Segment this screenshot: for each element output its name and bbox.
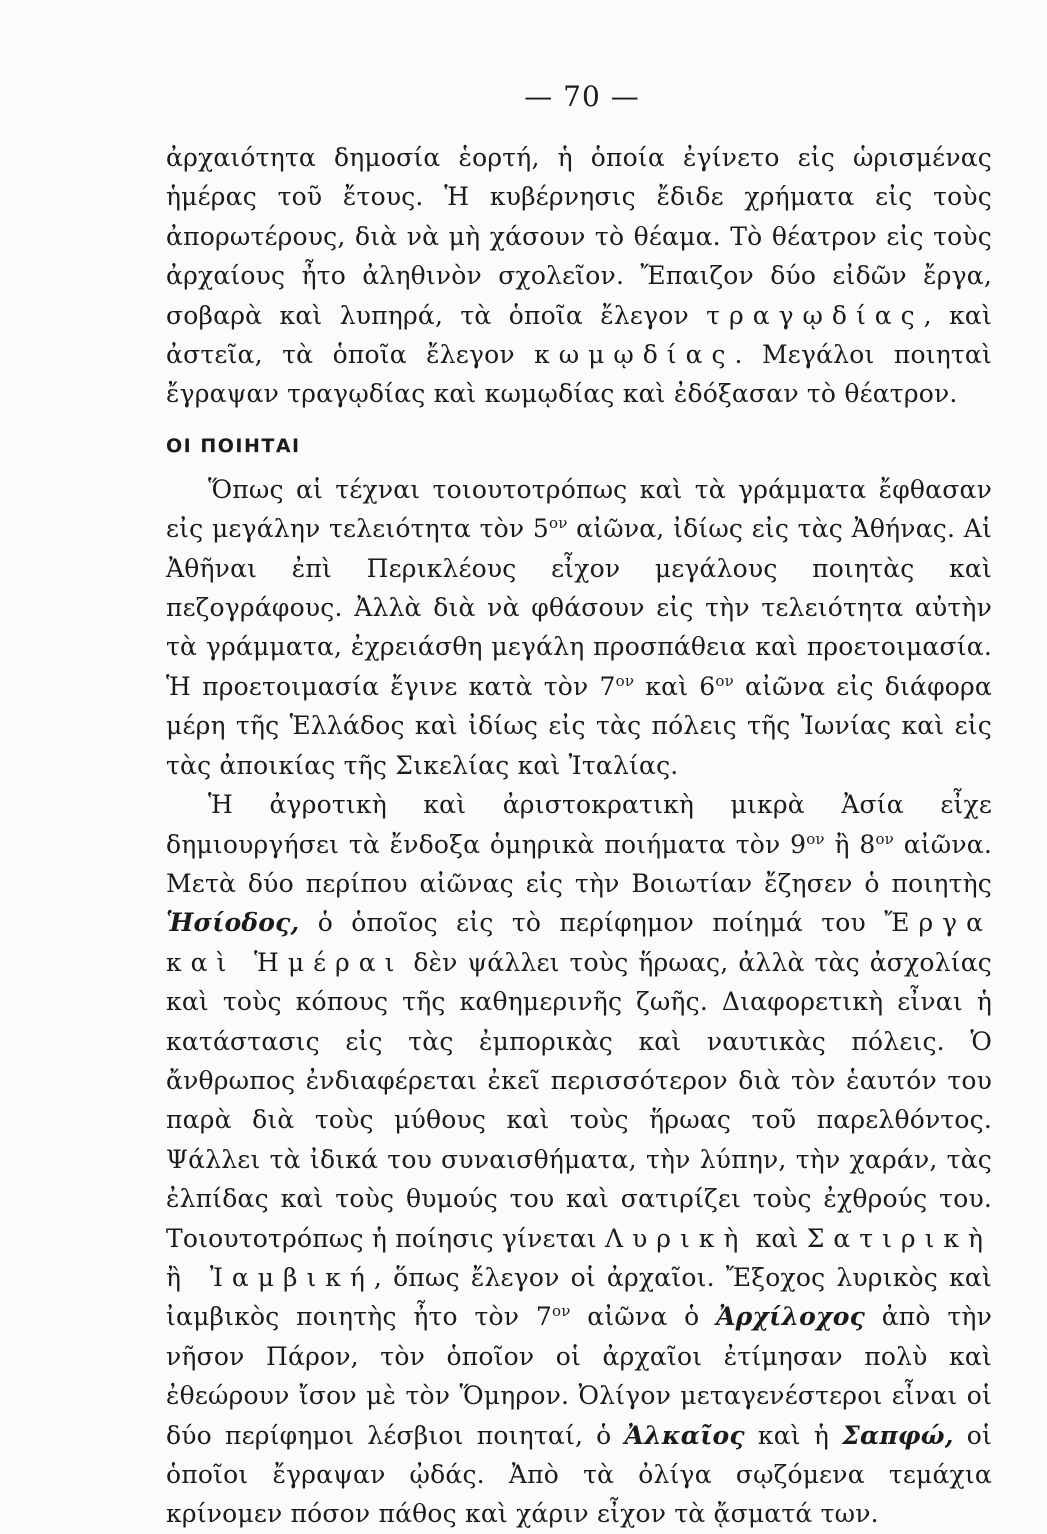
name-alcaeus: Ἀλκαῖος: [624, 1420, 745, 1450]
paragraph-poets: [166, 785, 992, 1534]
spaced-term-lyric: Λυρικὴ: [605, 1223, 748, 1253]
section-heading: ΟΙ ΠΟΙΗΤΑΙ: [166, 434, 301, 457]
name-hesiod: Ἡσίοδος,: [166, 908, 300, 938]
text-run: ἀπὸ τὴν νῆσον Πάρον, τὸν ὁποῖον οἱ ἀρχαῖοι ἐτίμησαν πολὺ καὶ ἐθεώρουν ἴσον μὲ τὸν Ὅμηρον. Ὀλίγον μεταγενέστεροι εἶναι οἱ δύο περίφημοι λέσβιοι ποιηταί, ὁ: [166, 1302, 992, 1450]
spaced-term-satiric-iambic: Σατιρικὴ ἢ Ἰαμβική: [166, 1223, 992, 1292]
body-text: [166, 138, 992, 1534]
ordinal-suffix: ον: [806, 829, 825, 848]
paragraph-theatre: [166, 138, 992, 414]
ordinal-suffix: ον: [552, 1302, 571, 1321]
text-run: αἰῶνα εἰς διάφορα μέρη τῆς Ἑλλάδος καὶ ἰδίως εἰς τὰς πόλεις τῆς Ἰωνίας καὶ εἰς τὰς ἀποικίας τῆς Σικελίας καὶ Ἰταλίας.: [166, 671, 993, 780]
text-run: , ὅπως ἔλεγον οἱ ἀρχαῖοι. Ἔξοχος λυρικὸς καὶ ἰαμβικὸς ποιητὴς ἦτο τὸν 7: [166, 1262, 992, 1332]
text-run: ὁ ὁποῖος εἰς τὸ περίφημον ποίημά του: [299, 908, 885, 938]
ordinal-suffix: ον: [715, 671, 734, 690]
text-run: , καὶ ἀστεῖα, τὰ ὁποῖα ἔλεγον: [166, 300, 992, 370]
ordinal-suffix: ον: [875, 829, 895, 848]
text-run: αἰῶνα. Μετὰ δύο περίπου αἰῶνας εἰς τὴν Βοιωτίαν ἔζησεν ὁ ποιητὴς: [166, 829, 993, 898]
spaced-term-comedy: κωμῳδίας: [534, 340, 735, 370]
page-number: — 70 —: [524, 80, 640, 113]
paragraph-letters: [166, 470, 992, 785]
text-run: Ὅπως αἱ τέχναι τοιουτοτρόπως καὶ τὰ γράμματα ἔφθασαν εἰς μεγάλην τελειότητα τὸν 5: [166, 474, 992, 544]
name-sappho: Σαπφώ,: [842, 1420, 954, 1450]
text-run: Ἡ ἀγροτικὴ καὶ ἀριστοκρατικὴ μικρὰ Ἀσία εἶχε δημιουργήσει τὰ ἔνδοξα ὁμηρικὰ ποιήματα τὸν 9: [166, 790, 992, 859]
text-run: ἀρχαιότητα δημοσία ἑορτή, ἡ ὁποία ἐγίνετο εἰς ὡρισμένας ἡμέρας τοῦ ἔτους. Ἡ κυβέρνησις ἔδιδε χρήματα εἰς τοὺς ἀπορωτέρους, διὰ νὰ μὴ χάσουν τὸ θέαμα. Τὸ θέατρον εἰς τοὺς ἀρχαίους ἦτο ἀληθινὸν σχολεῖον. Ἔπαιζον δύο εἰδῶν ἔργα, σοβαρὰ καὶ λυπηρά, τὰ ὁποῖα ἔλεγον: [166, 143, 992, 330]
text-run: αἰῶνα, ἰδίως εἰς τὰς Ἀθήνας. Αἱ Ἀθῆναι ἐπὶ Περικλέους εἶχον μεγάλους ποιητὰς καὶ πεζογράφους. Ἀλλὰ διὰ νὰ φθάσουν εἰς τὴν τελειότητα αὐτὴν τὰ γράμματα, ἐχρειάσθη μεγάλη προσπάθεια καὶ προετοιμασία. Ἡ προετοιμασία ἔγινε κατὰ τὸν 7: [166, 514, 992, 701]
ordinal-suffix: ον: [548, 514, 568, 533]
text-run: καὶ: [747, 1223, 807, 1253]
ordinal-suffix: ον: [615, 671, 635, 690]
text-run: δὲν ψάλλει τοὺς ἥρωας, ἀλλὰ τὰς ἀσχολίας καὶ τοὺς κόπους τῆς καθημερινῆς ζωῆς. Διαφορετικὴ εἶναι ἡ κατάστασις εἰς τὰς ἐμπορικὰς καὶ ναυτικὰς πόλεις. Ὁ ἄνθρωπος ἐνδιαφέρεται ἐκεῖ περισσότερον διὰ τὸν ἑαυτόν του παρὰ διὰ τοὺς μύθους καὶ τοὺς ἥρωας τοῦ παρελθόντος. Ψάλλει τὰ ἰδικά του συναισθήματα, τὴν λύπην, τὴν χαράν, τὰς ἐλπίδας καὶ τοὺς θυμούς του καὶ σατιρίζει τοὺς ἐχθρούς του. Τοιουτοτρόπως ἡ ποίησις γίνεται: [166, 947, 992, 1253]
text-run: καὶ 6: [634, 671, 716, 701]
text-run: οἱ ὁποῖοι ἔγραψαν ᾠδάς. Ἀπὸ τὰ ὀλίγα σῳζόμενα τεμάχια κρίνομεν πόσον πάθος καὶ χάριν εἶχον τὰ ᾄσματά των.: [166, 1420, 993, 1529]
name-archilochus: Ἀρχίλοχος: [716, 1302, 865, 1332]
text-run: καὶ ἡ: [744, 1420, 843, 1450]
text-run: αἰῶνα ὁ: [570, 1302, 717, 1332]
spaced-title-works-and-days: Ἔργα καὶ Ἡμέραι: [166, 908, 992, 977]
spaced-term-tragedy: τραγῳδίας: [706, 300, 924, 330]
text-run: . Μεγάλοι ποιηταὶ ἔγραψαν τραγῳδίας καὶ κωμῳδίας καὶ ἐδόξασαν τὸ θέατρον.: [166, 340, 992, 409]
text-run: ἢ 8: [824, 829, 876, 859]
